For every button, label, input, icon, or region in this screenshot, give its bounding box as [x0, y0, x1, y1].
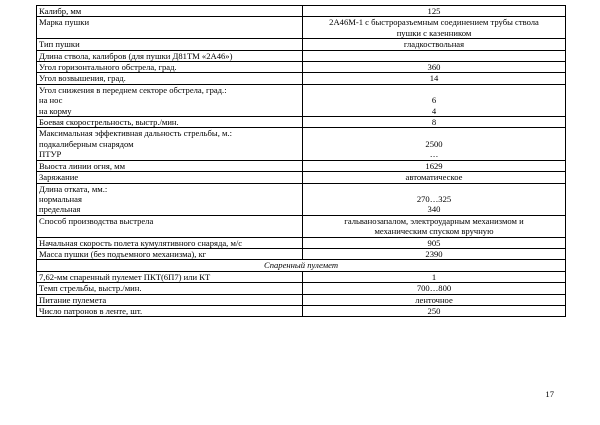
- parameter-cell: [37, 271, 303, 282]
- parameter-cell: [37, 62, 303, 73]
- table-row: [37, 73, 566, 84]
- parameter-cell: [37, 215, 303, 237]
- parameter-text: Число патронов в ленте, шт.: [39, 305, 143, 316]
- value-text: 1: [431, 271, 437, 282]
- value-text: автоматическое: [405, 172, 463, 183]
- parameter-text: ПТУР: [39, 149, 62, 160]
- parameter-text: Выоста линии огня, мм: [39, 160, 126, 171]
- table-row: [37, 294, 566, 305]
- table-row: [37, 128, 566, 160]
- parameter-text: Темп стрельбы, выстр./мин.: [39, 283, 142, 294]
- parameter-cell: [37, 39, 303, 50]
- table-row: [37, 62, 566, 73]
- table-row: [37, 271, 566, 282]
- value-text: 1629: [425, 160, 443, 171]
- parameter-cell: [37, 248, 303, 259]
- parameter-text: Масса пушки (без подъемного механизма), кг: [39, 248, 207, 259]
- table-row: [37, 160, 566, 171]
- value-cell: [303, 294, 566, 305]
- parameter-cell: [37, 73, 303, 84]
- parameter-text: Длина отката, мм.:: [39, 183, 108, 194]
- parameter-cell: [37, 128, 303, 160]
- parameter-cell: [37, 305, 303, 316]
- table-row: [37, 6, 566, 17]
- parameter-text: подкалиберным снарядом: [39, 138, 134, 149]
- value-text: …: [429, 149, 439, 160]
- parameter-text: Угол снижения в переднем секторе обстрела, град.:: [39, 84, 227, 95]
- value-text: 340: [427, 204, 441, 215]
- value-text: гладкоствольная: [403, 39, 465, 50]
- parameter-text: на корму: [39, 105, 72, 116]
- parameter-cell: [37, 237, 303, 248]
- table-row: [37, 39, 566, 50]
- parameter-text: Угол возвышения, град.: [39, 73, 126, 84]
- value-text: 905: [427, 237, 441, 248]
- value-text: механическим спуском вручную: [374, 226, 494, 237]
- value-cell: [303, 39, 566, 50]
- table-row: [37, 50, 566, 61]
- value-cell: [303, 271, 566, 282]
- page-number: 17: [545, 389, 554, 399]
- value-text: 360: [427, 62, 441, 73]
- parameter-cell: [37, 183, 303, 215]
- parameter-cell: [37, 17, 303, 39]
- value-text: 14: [429, 73, 439, 84]
- value-cell: [303, 305, 566, 316]
- value-cell: [303, 6, 566, 17]
- value-text: 8: [431, 117, 437, 128]
- value-text: [305, 184, 563, 194]
- parameter-text: Способ производства выстрела: [39, 215, 154, 226]
- table-row: [37, 17, 566, 39]
- parameter-text: Боевая скорострельность, выстр./мин.: [39, 117, 179, 128]
- value-cell: [303, 62, 566, 73]
- value-text: 125: [427, 6, 441, 16]
- table-row: [37, 237, 566, 248]
- specifications-table: [36, 5, 566, 317]
- value-text: [305, 128, 563, 138]
- parameter-text: нормальная: [39, 193, 82, 204]
- parameter-cell: [37, 84, 303, 116]
- parameter-text: Угол горизонтального обстрела, град.: [39, 62, 177, 73]
- parameter-text: предельная: [39, 204, 81, 215]
- value-text: [305, 85, 563, 95]
- value-text: гальванозапалом, электроударным механизмом и: [344, 215, 524, 226]
- value-text: 4: [431, 105, 437, 116]
- value-text: 700…800: [416, 283, 452, 294]
- value-text: 6: [431, 95, 437, 106]
- parameter-text: на нос: [39, 95, 63, 106]
- parameter-text: Тип пушки: [39, 39, 80, 50]
- value-text: 2390: [425, 248, 443, 259]
- value-cell: [303, 160, 566, 171]
- table-row: [37, 84, 566, 116]
- table-row: [37, 215, 566, 237]
- parameter-text: Заряжание: [39, 172, 79, 183]
- value-cell: [303, 117, 566, 128]
- parameter-cell: [37, 294, 303, 305]
- value-cell: [303, 215, 566, 237]
- value-cell: [303, 248, 566, 259]
- value-text: 2А46М-1 с быстроразъемным соединением трубы ствола: [329, 17, 539, 28]
- value-cell: [303, 84, 566, 116]
- parameter-cell: [37, 117, 303, 128]
- value-cell: [303, 17, 566, 39]
- section-title: Спаренный пулемет: [37, 260, 566, 271]
- parameter-text: 7,62-мм спаренный пулемет ПКТ(6П7) или КТ: [39, 271, 211, 282]
- parameter-cell: [37, 283, 303, 294]
- parameter-cell: [37, 160, 303, 171]
- table-row: [37, 248, 566, 259]
- table-row: [37, 172, 566, 183]
- parameter-text: Начальная скорость полета кумулятивного снаряда, м/с: [39, 237, 243, 248]
- table-row: [37, 117, 566, 128]
- parameter-cell: [37, 6, 303, 17]
- value-text: ленточное: [415, 294, 453, 305]
- table-row: [37, 283, 566, 294]
- parameter-text: Максимальная эффективная дальность стрельбы, м.:: [39, 128, 232, 139]
- value-text: пушки с казенником: [396, 27, 472, 38]
- table-row: [37, 305, 566, 316]
- parameter-cell: [37, 50, 303, 61]
- value-cell: [303, 50, 566, 61]
- parameter-text: Питание пулемета: [39, 294, 107, 305]
- value-text: 270…325: [416, 193, 452, 204]
- value-cell: [303, 73, 566, 84]
- parameter-text: Калибр, мм: [39, 6, 82, 16]
- value-cell: [303, 172, 566, 183]
- value-cell: [303, 183, 566, 215]
- section-header-row: [37, 260, 566, 271]
- parameter-text: Длина ствола, калибров (для пушки Д81ТМ «2А46»): [39, 50, 233, 61]
- value-text: [305, 51, 563, 61]
- value-cell: [303, 283, 566, 294]
- table-row: [37, 183, 566, 215]
- parameter-cell: [37, 172, 303, 183]
- value-text: 250: [427, 305, 441, 316]
- value-cell: [303, 128, 566, 160]
- parameter-text: Марка пушки: [39, 17, 90, 28]
- value-cell: [303, 237, 566, 248]
- value-text: 2500: [425, 138, 443, 149]
